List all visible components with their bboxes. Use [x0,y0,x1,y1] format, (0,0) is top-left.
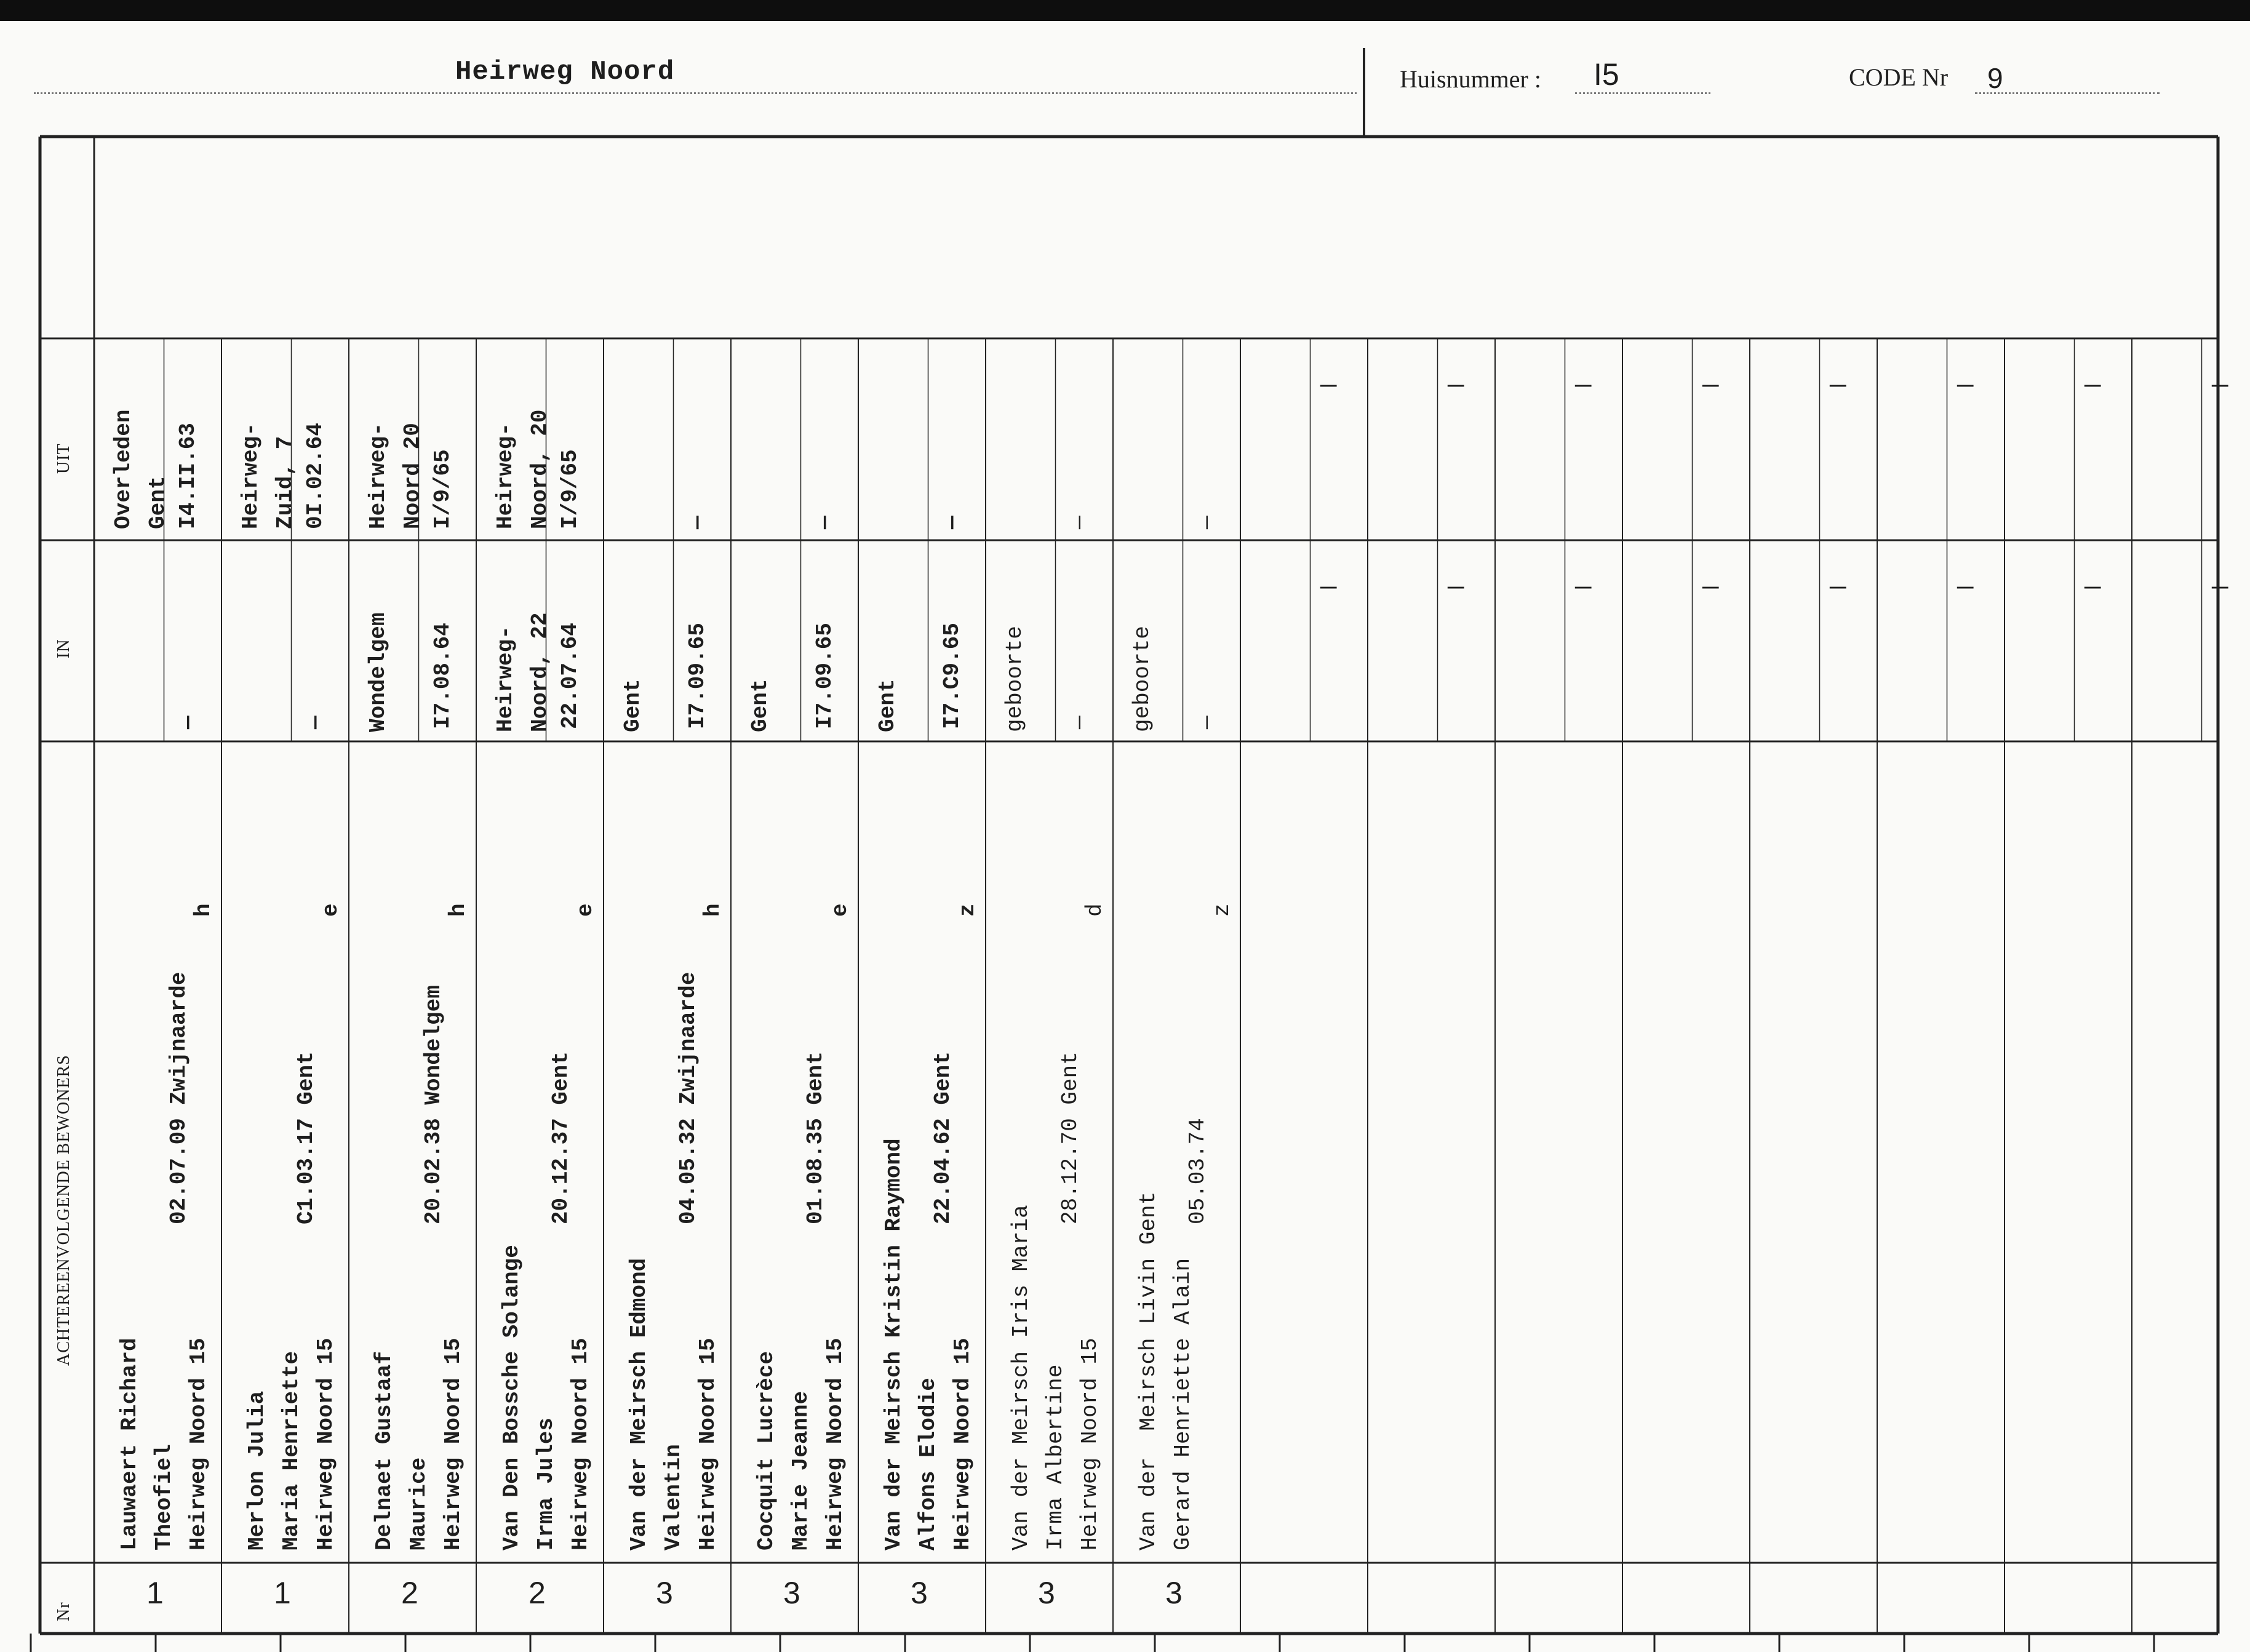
nr-row-label: Nr [54,1602,73,1621]
resident-in-date: I7.09.65 [812,623,837,729]
empty-dash: — [2212,572,2228,603]
resident-uit-date: 0I.02.64 [303,423,328,529]
resident-nr: 3 [783,1576,800,1610]
resident-name-lines: Van der Meirsch Iris Maria Irma Albertine Heirweg Noord 15 [1008,1205,1103,1550]
resident-uit-date: — [1067,516,1092,529]
empty-dash: — [1448,370,1464,401]
resident-uit-place: Heirweg- Noord 20 [365,423,425,529]
resident-nr: 3 [1165,1576,1183,1610]
resident-sex-marker: z [955,903,980,917]
resident-uit-date: I4.II.63 [175,423,201,529]
empty-dash: — [1702,370,1719,401]
street-name: Heirweg Noord [455,57,675,87]
resident-uit-date: — [812,516,837,529]
resident-in-date: — [1067,716,1092,729]
uit-row-label: UIT [54,443,73,474]
resident-in-place: Gent [748,679,773,732]
resident-birth: 20.02.38 Wondelgem [421,985,446,1224]
empty-dash: — [1320,572,1337,603]
empty-dash: — [2212,370,2228,401]
resident-name-lines: Van Den Bossche Solange Irma Jules Heirweg Noord 15 [499,1245,593,1550]
empty-dash: — [1957,572,1974,603]
resident-in-place: geboorte [1002,626,1027,732]
resident-name-lines: Merlon Julia Maria Henriette Heirweg Noord 15 [244,1338,338,1550]
resident-birth: C1.03.17 Gent [293,1051,319,1224]
empty-dash: — [2084,572,2101,603]
in-row-label: IN [54,639,73,658]
resident-nr: 2 [401,1576,418,1610]
resident-uit-date: I/9/65 [557,449,583,529]
resident-birth: 22.04.62 Gent [930,1051,955,1224]
resident-in-place: Heirweg- Noord, 22 [493,612,553,732]
resident-in-date: — [303,716,328,729]
resident-name-lines: Van der Meirsch Kristin Raymond Alfons Elodie Heirweg Noord 15 [881,1138,975,1550]
empty-dash: — [2084,370,2101,401]
resident-uit-place: Heirweg- Noord, 20 [493,409,553,529]
house-number-value: I5 [1594,57,1619,92]
empty-dash: — [1320,370,1337,401]
empty-dash: — [1448,572,1464,603]
residents-row-label: ACHTEREENVOLGENDE BEWONERS [54,1055,73,1366]
code-number-value: 9 [1987,62,2003,94]
resident-sex-marker: z [1210,903,1235,917]
resident-sex-marker: e [828,903,853,917]
resident-sex-marker: e [318,903,343,917]
resident-in-place: Gent [620,679,645,732]
resident-sex-marker: h [191,903,216,917]
resident-sex-marker: h [700,903,725,917]
empty-dash: — [1957,370,1974,401]
resident-uit-date: — [685,516,710,529]
empty-dash: — [1575,572,1592,603]
resident-name-lines: Cocquit Lucrèce Marie Jeanne Heirweg Noord 15 [754,1338,848,1550]
resident-birth: 05.03.74 [1185,1118,1210,1224]
resident-in-date: — [175,716,201,729]
resident-birth: 20.12.37 Gent [548,1051,573,1224]
resident-name-lines: Van der Meirsch Livin Gent Gerard Henriette Alain [1136,1191,1195,1550]
resident-in-date: I7.09.65 [685,623,710,729]
resident-birth: 04.05.32 Zwijnaarde [676,972,701,1224]
empty-dash: — [1830,370,1846,401]
resident-uit-date: — [1194,516,1219,529]
resident-name-lines: Van der Meirsch Edmond Valentin Heirweg Noord 15 [626,1258,720,1550]
resident-in-date: I7.C9.65 [939,623,965,729]
resident-birth: 02.07.09 Zwijnaarde [166,972,191,1224]
resident-nr: 3 [1038,1576,1055,1610]
code-number-label: CODE Nr [1849,63,1949,91]
house-number-label: Huisnummer : [1400,65,1541,93]
resident-nr: 3 [656,1576,673,1610]
empty-dash: — [1702,572,1719,603]
resident-sex-marker: h [445,903,471,917]
resident-uit-place: Overleden Gent [111,409,170,529]
resident-in-place: geboorte [1130,626,1155,732]
resident-sex-marker: e [573,903,598,917]
resident-in-date: — [1194,716,1219,729]
resident-birth: 01.08.35 Gent [803,1051,828,1224]
resident-uit-date: — [939,516,965,529]
resident-sex-marker: d [1082,903,1107,917]
resident-name-lines: Lauwaert Richard Theofiel Heirweg Noord 15 [117,1338,211,1550]
resident-in-date: 22.07.64 [557,623,583,729]
resident-uit-date: I/9/65 [430,449,455,529]
resident-nr: 1 [274,1576,291,1610]
resident-birth: 28.12.70 Gent [1058,1051,1083,1224]
resident-name-lines: Delnaet Gustaaf Maurice Heirweg Noord 15 [372,1338,466,1550]
resident-in-place: Gent [875,679,900,732]
resident-nr: 2 [529,1576,546,1610]
resident-nr: 3 [911,1576,928,1610]
resident-uit-place: Heirweg- Zuid, 7 [238,423,298,529]
resident-in-date: I7.08.64 [430,623,455,729]
resident-in-place: Wondelgem [365,612,391,732]
empty-dash: — [1575,370,1592,401]
resident-nr: 1 [146,1576,164,1610]
empty-dash: — [1830,572,1846,603]
